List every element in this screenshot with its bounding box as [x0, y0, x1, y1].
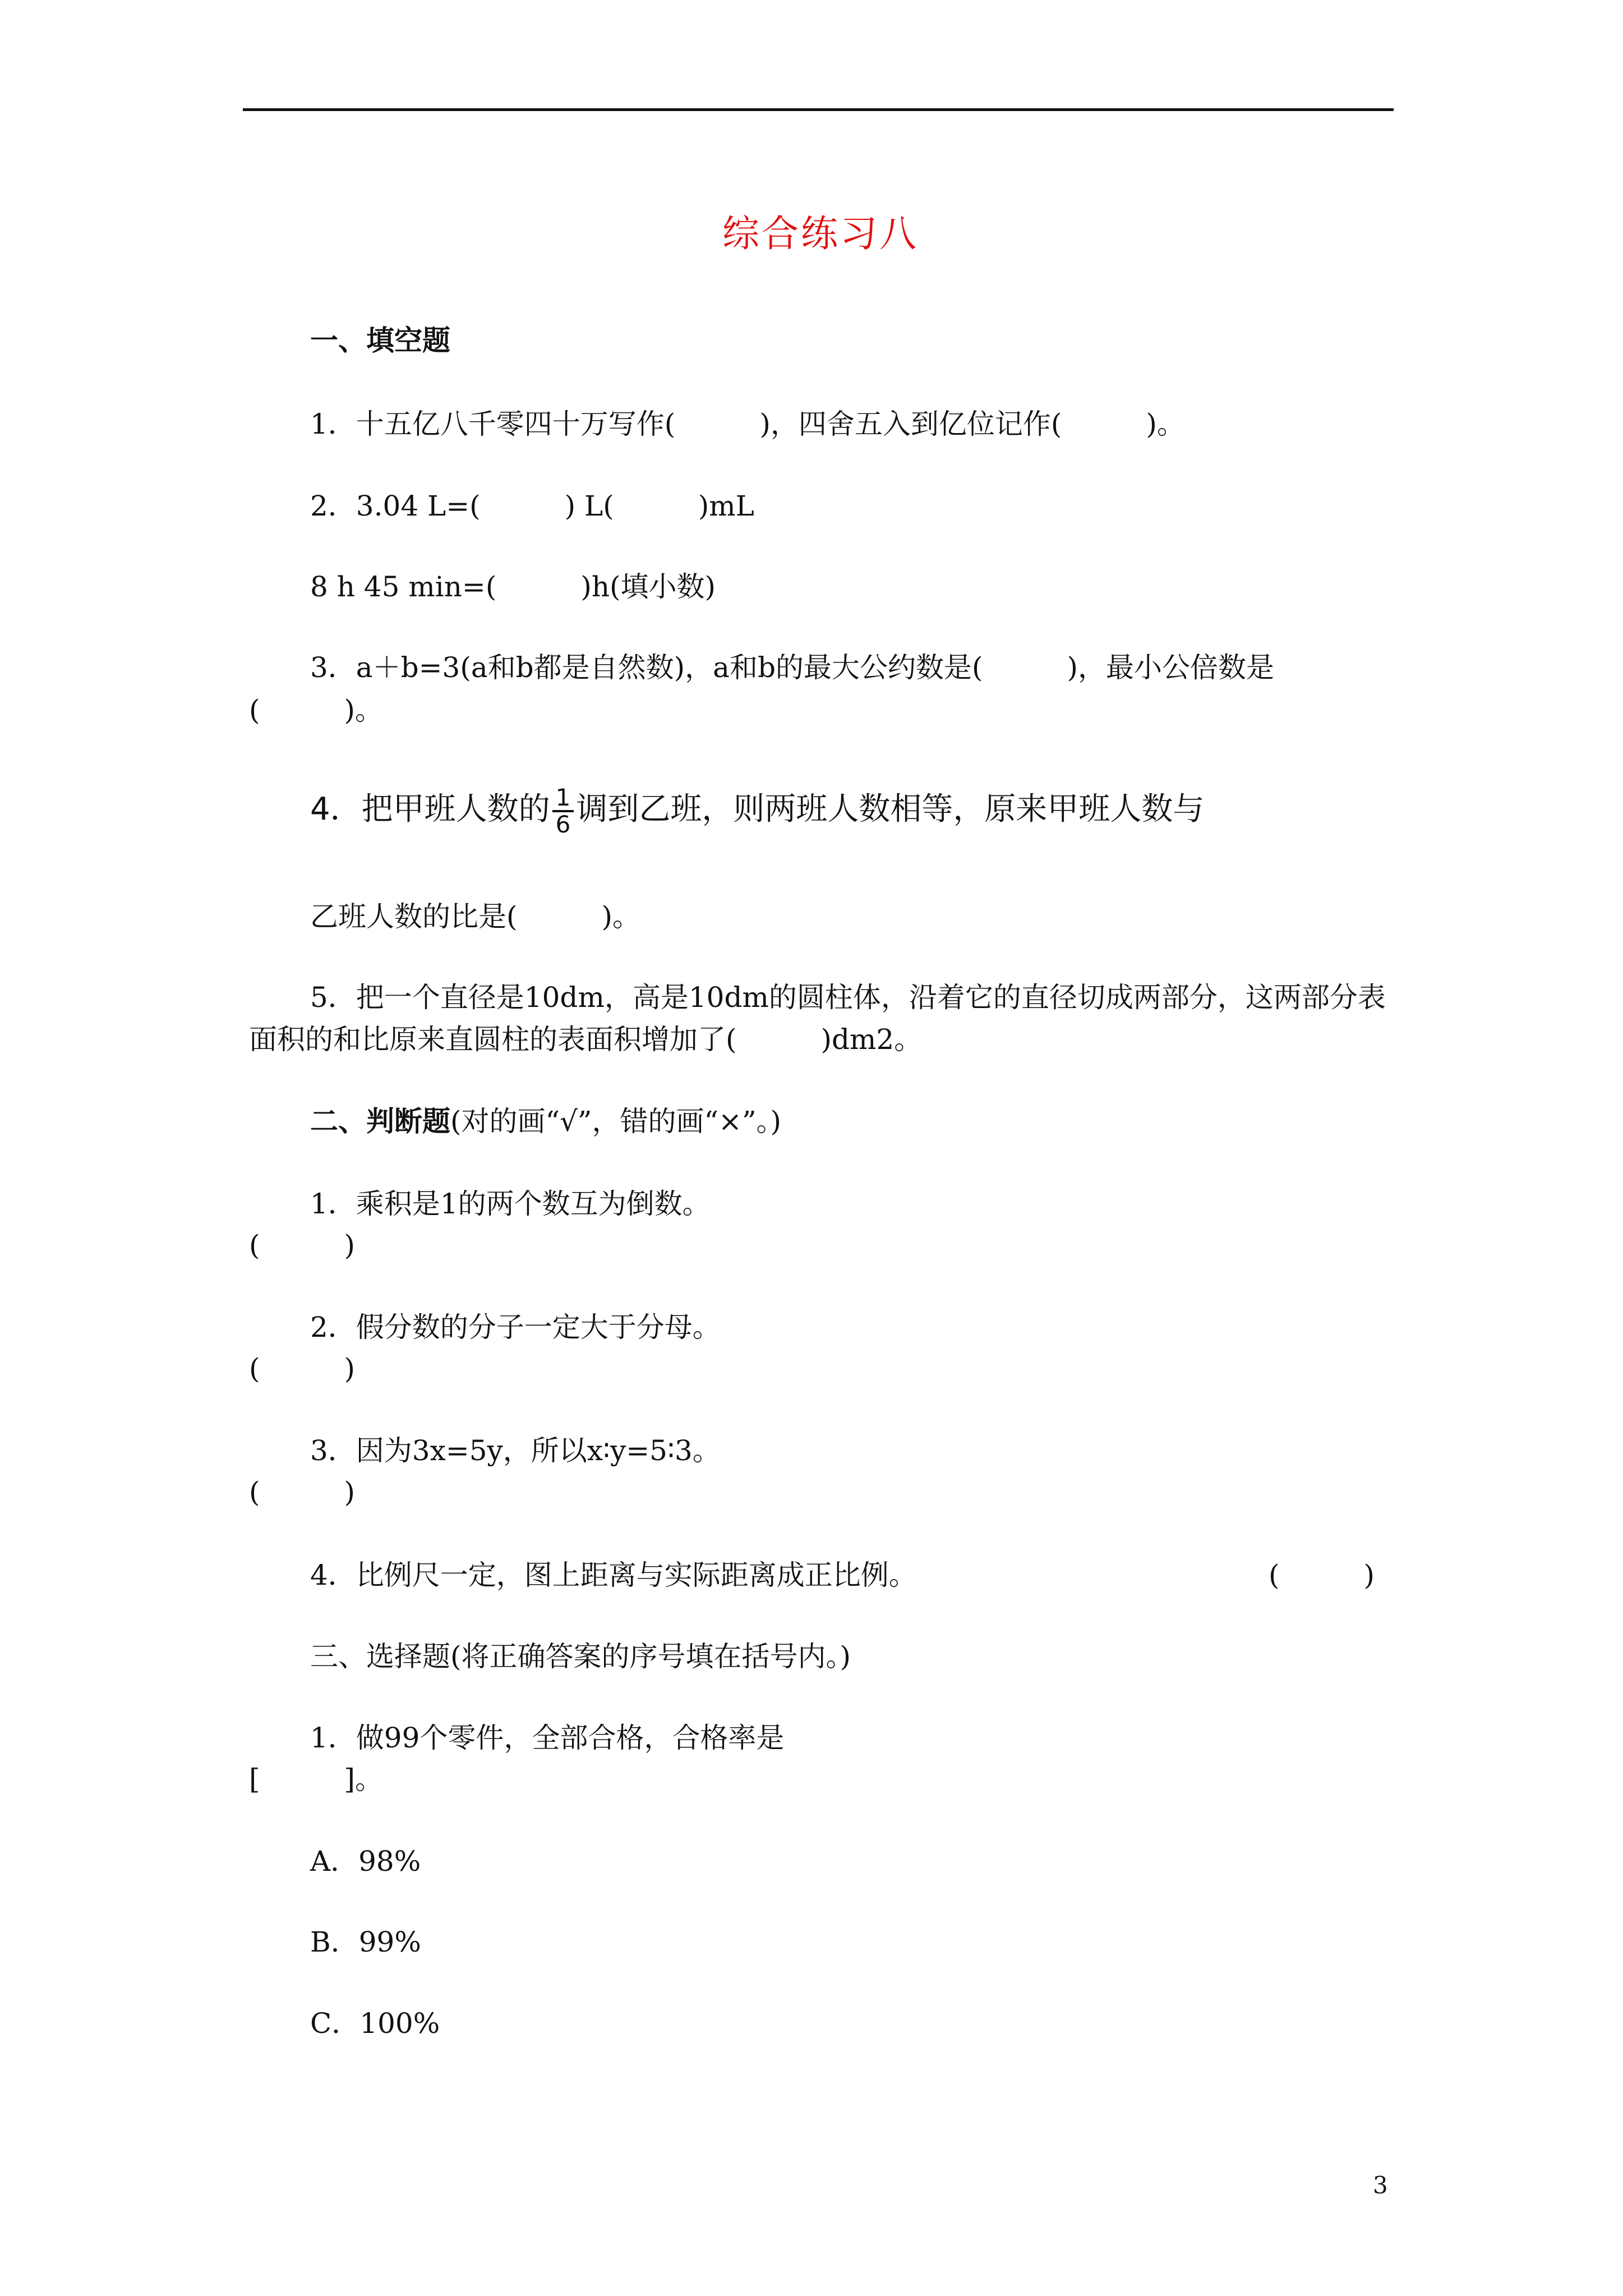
s1-question-5a: 5．把一个直径是10dm，高是10dm的圆柱体，沿着它的直径切成两部分，这两部分表 [310, 981, 1386, 1014]
s1-question-5b: 面积的和比原来直圆柱的表面积增加了( )dm2。 [249, 1023, 923, 1056]
s2-answer-paren-3: ( ) [249, 1476, 356, 1508]
s2-answer-paren-1: ( ) [249, 1229, 356, 1262]
s3-option-a: A．98% [310, 1845, 421, 1878]
fraction [552, 785, 574, 837]
fraction-denominator: 6 [555, 811, 571, 838]
s1-question-2a: 2．3.04 L=( ) L( )mL [310, 490, 754, 522]
page-number: 3 [1373, 2171, 1388, 2199]
q4-prefix: 4．把甲班人数的 [310, 791, 550, 828]
section-2-heading-bold: 二、判断题 [310, 1105, 450, 1138]
s1-question-4-line [310, 785, 1204, 837]
s3-option-c: C．100% [310, 2007, 440, 2040]
s3-answer-bracket: [ ]。 [249, 1763, 384, 1796]
s3-question-1: 1．做99个零件，全部合格，合格率是 [310, 1722, 785, 1754]
s2-question-3: 3．因为3x=5y，所以x∶y=5∶3。 [310, 1434, 721, 1467]
q4-suffix: 调到乙班，则两班人数相等，原来甲班人数与 [576, 791, 1205, 828]
section-2-heading [310, 1105, 781, 1138]
s1-question-4b: 乙班人数的比是( )。 [310, 900, 641, 933]
s1-question-1: 1．十五亿八千零四十万写作( )，四舍五入到亿位记作( )。 [310, 408, 1185, 440]
s3-option-b: B．99% [310, 1926, 421, 1958]
section-2-heading-note: (对的画“√”，错的画“×”。) [450, 1105, 782, 1138]
s2-question-4: 4．比例尺一定，图上距离与实际距离成正比例。 [310, 1559, 917, 1591]
s1-question-3a: 3．a＋b=3(a和b都是自然数)，a和b的最大公约数是( )，最小公倍数是 [310, 651, 1274, 684]
header-rule [243, 108, 1394, 111]
s2-answer-paren-2: ( ) [249, 1352, 356, 1385]
s2-answer-paren-4: ( ) [1269, 1559, 1375, 1591]
page-title: 综合练习八 [722, 212, 919, 255]
fraction-numerator: 1 [552, 785, 574, 812]
s1-question-3b: ( )。 [249, 694, 384, 726]
s2-question-1: 1．乘积是1的两个数互为倒数。 [310, 1188, 711, 1220]
section-3-heading: 三、选择题(将正确答案的序号填在括号内。) [310, 1640, 851, 1673]
s2-question-2: 2．假分数的分子一定大于分母。 [310, 1311, 721, 1343]
s1-question-2b: 8 h 45 min=( )h(填小数) [310, 570, 716, 603]
section-1-heading: 一、填空题 [310, 324, 450, 357]
